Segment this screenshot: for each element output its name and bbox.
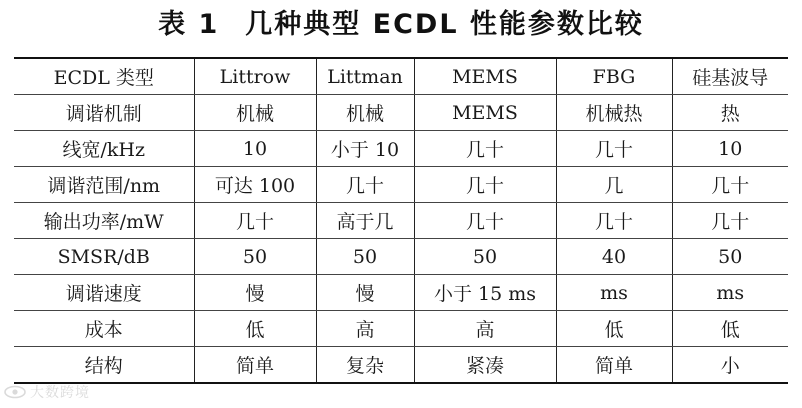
table-cell: 复杂 <box>316 347 414 384</box>
table-cell: 小于 15 ms <box>414 275 556 311</box>
row-label: SMSR/dB <box>14 239 194 275</box>
table-row-cost <box>14 311 788 347</box>
table-cell: 慢 <box>316 275 414 311</box>
row-label: 调谐范围/nm <box>14 167 194 203</box>
row-label: 调谐速度 <box>14 275 194 311</box>
row-label: 成本 <box>14 311 194 347</box>
table-cell: 高 <box>316 311 414 347</box>
comparison-table <box>14 57 788 384</box>
row-label: 调谐机制 <box>14 95 194 131</box>
watermark-text: 大数跨境 <box>30 385 90 401</box>
table-cell: 几十 <box>672 167 788 203</box>
table-cell: 可达 100 <box>194 167 316 203</box>
table-cell: 紧凑 <box>414 347 556 384</box>
table-cell: 几十 <box>414 131 556 167</box>
header-cell-littman: Littman <box>316 58 414 95</box>
table-cell: 简单 <box>556 347 672 384</box>
row-label: 输出功率/mW <box>14 203 194 239</box>
table-cell: 高于几 <box>316 203 414 239</box>
table-cell: 机械 <box>316 95 414 131</box>
table-row-linewidth <box>14 131 788 167</box>
table-row-structure <box>14 347 788 384</box>
table-cell: 40 <box>556 239 672 275</box>
table-cell: 10 <box>194 131 316 167</box>
table-row-smsr <box>14 239 788 275</box>
table-row-tuning-mechanism <box>14 95 788 131</box>
table-cell: 几十 <box>672 203 788 239</box>
table-cell: 机械 <box>194 95 316 131</box>
table-cell: 几十 <box>556 131 672 167</box>
table-caption <box>0 6 802 44</box>
row-label: 结构 <box>14 347 194 384</box>
table-cell: 低 <box>194 311 316 347</box>
table-cell: 热 <box>672 95 788 131</box>
header-cell-littrow: Littrow <box>194 58 316 95</box>
watermark <box>4 382 90 402</box>
table-cell: 几 <box>556 167 672 203</box>
table-cell: 机械热 <box>556 95 672 131</box>
table-cell: ms <box>672 275 788 311</box>
table-row-tuning-speed <box>14 275 788 311</box>
table-row-tuning-range <box>14 167 788 203</box>
table-cell: 几十 <box>194 203 316 239</box>
table-cell: 几十 <box>414 167 556 203</box>
table-cell: 小于 10 <box>316 131 414 167</box>
table-cell: 50 <box>414 239 556 275</box>
eye-logo-icon <box>4 385 26 399</box>
table-cell: 10 <box>672 131 788 167</box>
table-cell: MEMS <box>414 95 556 131</box>
table-cell: ms <box>556 275 672 311</box>
row-label: 线宽/kHz <box>14 131 194 167</box>
table-cell: 高 <box>414 311 556 347</box>
table-title: 几种典型 ECDL 性能参数比较 <box>245 9 644 40</box>
table-cell: 低 <box>556 311 672 347</box>
header-row <box>14 58 788 95</box>
header-cell-type: ECDL 类型 <box>14 58 194 95</box>
table-number: 表 1 <box>158 9 220 40</box>
table-cell: 简单 <box>194 347 316 384</box>
table-cell: 50 <box>672 239 788 275</box>
table-cell: 50 <box>316 239 414 275</box>
table-cell: 几十 <box>556 203 672 239</box>
table-cell: 小 <box>672 347 788 384</box>
table-row-output-power <box>14 203 788 239</box>
header-cell-fbg: FBG <box>556 58 672 95</box>
header-cell-mems: MEMS <box>414 58 556 95</box>
table-cell: 慢 <box>194 275 316 311</box>
header-cell-silicon: 硅基波导 <box>672 58 788 95</box>
table-cell: 几十 <box>414 203 556 239</box>
table-cell: 50 <box>194 239 316 275</box>
table-cell: 几十 <box>316 167 414 203</box>
table-cell: 低 <box>672 311 788 347</box>
